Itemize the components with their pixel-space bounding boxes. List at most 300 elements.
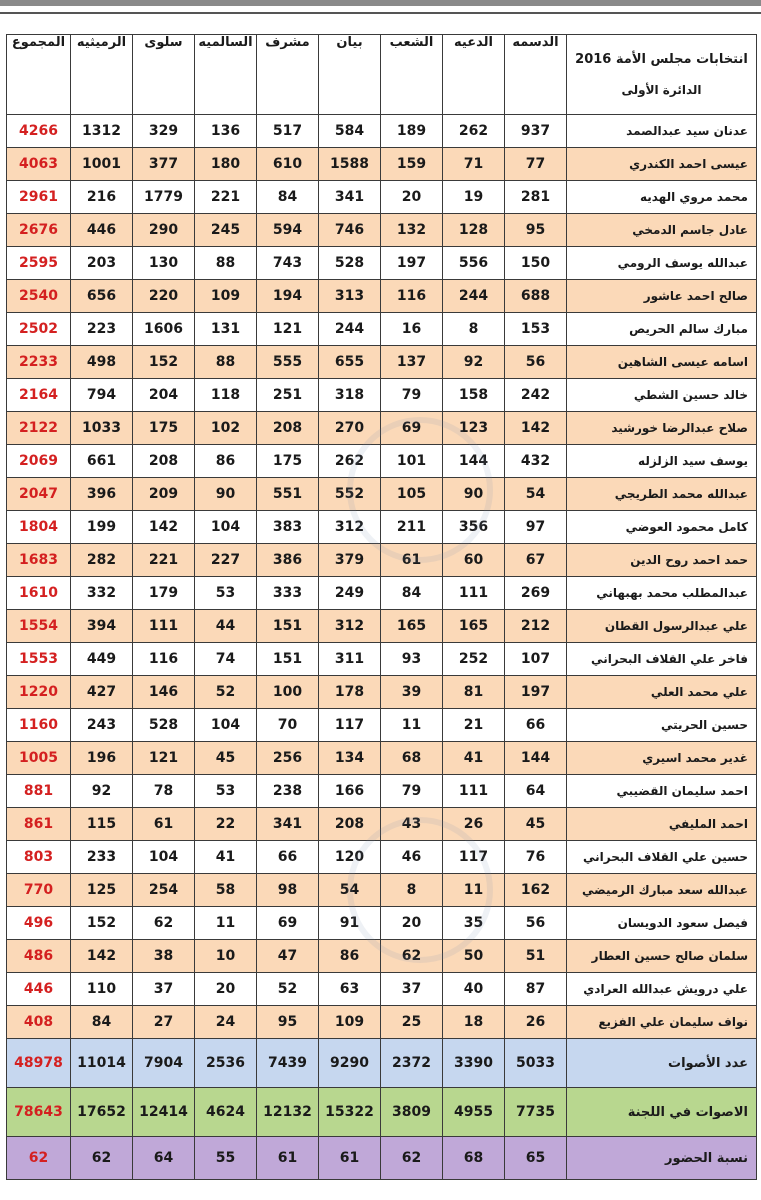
- vote-cell: 290: [133, 214, 195, 247]
- vote-cell: 54: [505, 478, 567, 511]
- vote-cell: 432: [505, 445, 567, 478]
- vote-cell: 51: [505, 940, 567, 973]
- vote-cell: 180: [195, 148, 257, 181]
- summary-total-cell: 78643: [7, 1088, 71, 1137]
- vote-cell: 655: [319, 346, 381, 379]
- summary-cell: 62: [71, 1137, 133, 1180]
- vote-cell: 528: [319, 247, 381, 280]
- table-row: [7, 214, 757, 247]
- total-cell: 1220: [7, 676, 71, 709]
- vote-cell: 159: [381, 148, 443, 181]
- summary-rows: [7, 1039, 757, 1180]
- vote-cell: 446: [71, 214, 133, 247]
- vote-cell: 221: [195, 181, 257, 214]
- vote-cell: 110: [71, 973, 133, 1006]
- candidate-name: صلاح عبدالرضا خورشيد: [567, 412, 757, 445]
- vote-cell: 77: [505, 148, 567, 181]
- candidate-name: مبارك سالم الحريص: [567, 313, 757, 346]
- table-row: [7, 544, 757, 577]
- vote-cell: 27: [133, 1006, 195, 1039]
- vote-cell: 26: [443, 808, 505, 841]
- vote-cell: 937: [505, 115, 567, 148]
- vote-cell: 311: [319, 643, 381, 676]
- candidate-name: حسين علي القلاف البحراني: [567, 841, 757, 874]
- total-cell: 770: [7, 874, 71, 907]
- vote-cell: 312: [319, 511, 381, 544]
- vote-cell: 120: [319, 841, 381, 874]
- vote-cell: 244: [319, 313, 381, 346]
- vote-cell: 35: [443, 907, 505, 940]
- table-row: [7, 1006, 757, 1039]
- vote-cell: 111: [133, 610, 195, 643]
- vote-cell: 70: [257, 709, 319, 742]
- table-row: [7, 445, 757, 478]
- column-header: سلوى: [133, 35, 195, 115]
- total-cell: 1610: [7, 577, 71, 610]
- vote-cell: 341: [319, 181, 381, 214]
- vote-cell: 41: [443, 742, 505, 775]
- summary-cell: 4624: [195, 1088, 257, 1137]
- vote-cell: 199: [71, 511, 133, 544]
- vote-cell: 244: [443, 280, 505, 313]
- vote-cell: 175: [257, 445, 319, 478]
- candidate-name: عبدالمطلب محمد بهبهاني: [567, 577, 757, 610]
- summary-cell: 65: [505, 1137, 567, 1180]
- vote-cell: 252: [443, 643, 505, 676]
- vote-cell: 238: [257, 775, 319, 808]
- candidate-name: صالح احمد عاشور: [567, 280, 757, 313]
- table-row: [7, 676, 757, 709]
- total-cell: 1005: [7, 742, 71, 775]
- vote-cell: 142: [71, 940, 133, 973]
- vote-cell: 54: [319, 874, 381, 907]
- vote-cell: 282: [71, 544, 133, 577]
- vote-cell: 1312: [71, 115, 133, 148]
- vote-cell: 144: [505, 742, 567, 775]
- vote-cell: 221: [133, 544, 195, 577]
- total-cell: 4266: [7, 115, 71, 148]
- vote-cell: 197: [505, 676, 567, 709]
- vote-cell: 53: [195, 775, 257, 808]
- summary-cell: 68: [443, 1137, 505, 1180]
- vote-cell: 556: [443, 247, 505, 280]
- vote-cell: 61: [133, 808, 195, 841]
- summary-cell: 2372: [381, 1039, 443, 1088]
- vote-cell: 117: [443, 841, 505, 874]
- summary-cell: 7735: [505, 1088, 567, 1137]
- top-bar: [0, 0, 761, 6]
- candidate-rows: [7, 115, 757, 1039]
- candidate-name: غدير محمد اسيري: [567, 742, 757, 775]
- vote-cell: 158: [443, 379, 505, 412]
- top-divider: [0, 12, 761, 14]
- vote-cell: 93: [381, 643, 443, 676]
- vote-cell: 37: [133, 973, 195, 1006]
- vote-cell: 50: [443, 940, 505, 973]
- column-header: مشرف: [257, 35, 319, 115]
- vote-cell: 128: [443, 214, 505, 247]
- vote-cell: 20: [195, 973, 257, 1006]
- vote-cell: 79: [381, 379, 443, 412]
- vote-cell: 386: [257, 544, 319, 577]
- vote-cell: 125: [71, 874, 133, 907]
- vote-cell: 63: [319, 973, 381, 1006]
- vote-cell: 383: [257, 511, 319, 544]
- total-cell: 803: [7, 841, 71, 874]
- vote-cell: 227: [195, 544, 257, 577]
- vote-cell: 594: [257, 214, 319, 247]
- vote-cell: 656: [71, 280, 133, 313]
- table-row: [7, 412, 757, 445]
- vote-cell: 84: [257, 181, 319, 214]
- vote-cell: 11: [381, 709, 443, 742]
- vote-cell: 88: [195, 247, 257, 280]
- vote-cell: 175: [133, 412, 195, 445]
- table-row: [7, 742, 757, 775]
- total-cell: 1553: [7, 643, 71, 676]
- vote-cell: 318: [319, 379, 381, 412]
- vote-cell: 262: [319, 445, 381, 478]
- total-cell: 1160: [7, 709, 71, 742]
- total-cell: 2540: [7, 280, 71, 313]
- vote-cell: 203: [71, 247, 133, 280]
- total-cell: 496: [7, 907, 71, 940]
- vote-cell: 39: [381, 676, 443, 709]
- vote-cell: 60: [443, 544, 505, 577]
- vote-cell: 165: [443, 610, 505, 643]
- total-cell: 2164: [7, 379, 71, 412]
- total-cell: 2502: [7, 313, 71, 346]
- vote-cell: 109: [319, 1006, 381, 1039]
- vote-cell: 220: [133, 280, 195, 313]
- candidate-name: عيسى احمد الكندري: [567, 148, 757, 181]
- vote-cell: 43: [381, 808, 443, 841]
- total-cell: 881: [7, 775, 71, 808]
- summary-cell: 61: [257, 1137, 319, 1180]
- vote-cell: 498: [71, 346, 133, 379]
- vote-cell: 69: [257, 907, 319, 940]
- total-cell: 2595: [7, 247, 71, 280]
- vote-cell: 90: [195, 478, 257, 511]
- vote-cell: 427: [71, 676, 133, 709]
- vote-cell: 56: [505, 907, 567, 940]
- table-row: [7, 313, 757, 346]
- total-cell: 2047: [7, 478, 71, 511]
- vote-cell: 111: [443, 775, 505, 808]
- vote-cell: 90: [443, 478, 505, 511]
- vote-cell: 332: [71, 577, 133, 610]
- candidate-name: حمد احمد روح الدين: [567, 544, 757, 577]
- vote-cell: 243: [71, 709, 133, 742]
- vote-cell: 254: [133, 874, 195, 907]
- vote-cell: 91: [319, 907, 381, 940]
- vote-cell: 69: [381, 412, 443, 445]
- vote-cell: 379: [319, 544, 381, 577]
- summary-cell: 4955: [443, 1088, 505, 1137]
- vote-cell: 118: [195, 379, 257, 412]
- vote-cell: 377: [133, 148, 195, 181]
- vote-cell: 216: [71, 181, 133, 214]
- vote-cell: 25: [381, 1006, 443, 1039]
- vote-cell: 104: [195, 511, 257, 544]
- vote-cell: 312: [319, 610, 381, 643]
- vote-cell: 100: [257, 676, 319, 709]
- summary-label: عدد الأصوات: [567, 1039, 757, 1088]
- vote-cell: 40: [443, 973, 505, 1006]
- vote-cell: 38: [133, 940, 195, 973]
- vote-cell: 117: [319, 709, 381, 742]
- vote-cell: 92: [443, 346, 505, 379]
- vote-cell: 86: [195, 445, 257, 478]
- table-row: [7, 874, 757, 907]
- vote-cell: 584: [319, 115, 381, 148]
- total-cell: 2233: [7, 346, 71, 379]
- vote-cell: 153: [505, 313, 567, 346]
- table-row: [7, 775, 757, 808]
- vote-cell: 95: [505, 214, 567, 247]
- summary-cell: 62: [381, 1137, 443, 1180]
- vote-cell: 111: [443, 577, 505, 610]
- vote-cell: 208: [257, 412, 319, 445]
- column-header: الشعب: [381, 35, 443, 115]
- vote-cell: 794: [71, 379, 133, 412]
- vote-cell: 66: [257, 841, 319, 874]
- vote-cell: 152: [71, 907, 133, 940]
- vote-cell: 552: [319, 478, 381, 511]
- summary-row-committee: [7, 1088, 757, 1137]
- summary-cell: 61: [319, 1137, 381, 1180]
- vote-cell: 208: [319, 808, 381, 841]
- total-cell: 2122: [7, 412, 71, 445]
- vote-cell: 249: [319, 577, 381, 610]
- summary-cell: 5033: [505, 1039, 567, 1088]
- table-row: [7, 115, 757, 148]
- vote-cell: 132: [381, 214, 443, 247]
- total-cell: 1804: [7, 511, 71, 544]
- vote-cell: 551: [257, 478, 319, 511]
- table-row: [7, 379, 757, 412]
- vote-cell: 1001: [71, 148, 133, 181]
- vote-cell: 134: [319, 742, 381, 775]
- table-row: [7, 148, 757, 181]
- summary-total-cell: 48978: [7, 1039, 71, 1088]
- table-row: [7, 973, 757, 1006]
- vote-cell: 87: [505, 973, 567, 1006]
- summary-cell: 3390: [443, 1039, 505, 1088]
- vote-cell: 610: [257, 148, 319, 181]
- vote-cell: 1033: [71, 412, 133, 445]
- total-cell: 1683: [7, 544, 71, 577]
- district-label: الدائرة الأولى: [621, 83, 702, 97]
- vote-cell: 104: [195, 709, 257, 742]
- vote-cell: 251: [257, 379, 319, 412]
- vote-cell: 517: [257, 115, 319, 148]
- vote-cell: 105: [381, 478, 443, 511]
- candidate-name: كامل محمود العوضي: [567, 511, 757, 544]
- vote-cell: 76: [505, 841, 567, 874]
- candidate-name: يوسف سيد الزلزله: [567, 445, 757, 478]
- vote-cell: 204: [133, 379, 195, 412]
- table-header-row: [7, 35, 757, 115]
- vote-cell: 144: [443, 445, 505, 478]
- candidate-name: علي عبدالرسول القطان: [567, 610, 757, 643]
- summary-cell: 17652: [71, 1088, 133, 1137]
- vote-cell: 21: [443, 709, 505, 742]
- summary-cell: 12132: [257, 1088, 319, 1137]
- vote-cell: 61: [381, 544, 443, 577]
- vote-cell: 52: [257, 973, 319, 1006]
- vote-cell: 45: [195, 742, 257, 775]
- candidate-name: فيصل سعود الدويسان: [567, 907, 757, 940]
- vote-cell: 208: [133, 445, 195, 478]
- candidate-name: محمد مروي الهديه: [567, 181, 757, 214]
- vote-cell: 746: [319, 214, 381, 247]
- vote-cell: 333: [257, 577, 319, 610]
- vote-cell: 11: [195, 907, 257, 940]
- vote-cell: 53: [195, 577, 257, 610]
- vote-cell: 116: [133, 643, 195, 676]
- vote-cell: 262: [443, 115, 505, 148]
- vote-cell: 661: [71, 445, 133, 478]
- candidate-name: عبدالله يوسف الرومي: [567, 247, 757, 280]
- candidate-name: اسامه عيسى الشاهين: [567, 346, 757, 379]
- summary-cell: 15322: [319, 1088, 381, 1137]
- total-cell: 2676: [7, 214, 71, 247]
- vote-cell: 102: [195, 412, 257, 445]
- summary-cell: 3809: [381, 1088, 443, 1137]
- total-cell: 446: [7, 973, 71, 1006]
- total-column-header: المجموع: [7, 35, 71, 115]
- vote-cell: 194: [257, 280, 319, 313]
- vote-cell: 46: [381, 841, 443, 874]
- vote-cell: 109: [195, 280, 257, 313]
- vote-cell: 115: [71, 808, 133, 841]
- column-header: السالميه: [195, 35, 257, 115]
- total-cell: 486: [7, 940, 71, 973]
- vote-cell: 233: [71, 841, 133, 874]
- table-row: [7, 610, 757, 643]
- vote-cell: 1588: [319, 148, 381, 181]
- vote-cell: 10: [195, 940, 257, 973]
- vote-cell: 189: [381, 115, 443, 148]
- summary-label: نسبة الحضور: [567, 1137, 757, 1180]
- election-results-table: [6, 34, 757, 1180]
- vote-cell: 86: [319, 940, 381, 973]
- vote-cell: 41: [195, 841, 257, 874]
- vote-cell: 74: [195, 643, 257, 676]
- candidate-name: احمد المليفي: [567, 808, 757, 841]
- table-row: [7, 181, 757, 214]
- vote-cell: 394: [71, 610, 133, 643]
- summary-cell: 7904: [133, 1039, 195, 1088]
- vote-cell: 151: [257, 610, 319, 643]
- vote-cell: 211: [381, 511, 443, 544]
- vote-cell: 270: [319, 412, 381, 445]
- summary-row-votes: [7, 1039, 757, 1088]
- table-title: انتخابات مجلس الأمة 2016: [575, 52, 748, 67]
- candidate-name: عبدالله محمد الطريجي: [567, 478, 757, 511]
- summary-cell: 2536: [195, 1039, 257, 1088]
- candidate-name: خالد حسين الشطي: [567, 379, 757, 412]
- vote-cell: 555: [257, 346, 319, 379]
- vote-cell: 20: [381, 181, 443, 214]
- vote-cell: 107: [505, 643, 567, 676]
- vote-cell: 256: [257, 742, 319, 775]
- vote-cell: 166: [319, 775, 381, 808]
- vote-cell: 223: [71, 313, 133, 346]
- table-row: [7, 346, 757, 379]
- vote-cell: 130: [133, 247, 195, 280]
- table-row: [7, 907, 757, 940]
- candidate-name: فاخر علي القلاف البحراني: [567, 643, 757, 676]
- column-header: الدعيه: [443, 35, 505, 115]
- candidate-name: عادل جاسم الدمخي: [567, 214, 757, 247]
- vote-cell: 150: [505, 247, 567, 280]
- total-cell: 1554: [7, 610, 71, 643]
- candidate-name: احمد سليمان القضيبي: [567, 775, 757, 808]
- summary-total-cell: 62: [7, 1137, 71, 1180]
- candidate-name: عبدالله سعد مبارك الرميضي: [567, 874, 757, 907]
- summary-cell: 12414: [133, 1088, 195, 1137]
- vote-cell: 245: [195, 214, 257, 247]
- vote-cell: 8: [443, 313, 505, 346]
- column-header: الدسمه: [505, 35, 567, 115]
- vote-cell: 92: [71, 775, 133, 808]
- candidate-name: عدنان سيد عبدالصمد: [567, 115, 757, 148]
- vote-cell: 101: [381, 445, 443, 478]
- summary-cell: 7439: [257, 1039, 319, 1088]
- vote-cell: 212: [505, 610, 567, 643]
- total-cell: 861: [7, 808, 71, 841]
- table-row: [7, 247, 757, 280]
- vote-cell: 179: [133, 577, 195, 610]
- candidate-name: سلمان صالح حسين العطار: [567, 940, 757, 973]
- vote-cell: 44: [195, 610, 257, 643]
- vote-cell: 58: [195, 874, 257, 907]
- vote-cell: 396: [71, 478, 133, 511]
- vote-cell: 178: [319, 676, 381, 709]
- total-cell: 2961: [7, 181, 71, 214]
- vote-cell: 121: [133, 742, 195, 775]
- vote-cell: 18: [443, 1006, 505, 1039]
- table-title-cell: [567, 35, 757, 115]
- vote-cell: 137: [381, 346, 443, 379]
- vote-cell: 64: [505, 775, 567, 808]
- vote-cell: 197: [381, 247, 443, 280]
- vote-cell: 1606: [133, 313, 195, 346]
- vote-cell: 22: [195, 808, 257, 841]
- column-header: الرميثيه: [71, 35, 133, 115]
- vote-cell: 356: [443, 511, 505, 544]
- summary-cell: 55: [195, 1137, 257, 1180]
- total-cell: 408: [7, 1006, 71, 1039]
- vote-cell: 62: [133, 907, 195, 940]
- vote-cell: 123: [443, 412, 505, 445]
- vote-cell: 20: [381, 907, 443, 940]
- vote-cell: 88: [195, 346, 257, 379]
- summary-cell: 11014: [71, 1039, 133, 1088]
- vote-cell: 142: [133, 511, 195, 544]
- vote-cell: 1779: [133, 181, 195, 214]
- vote-cell: 341: [257, 808, 319, 841]
- vote-cell: 165: [381, 610, 443, 643]
- total-cell: 4063: [7, 148, 71, 181]
- vote-cell: 98: [257, 874, 319, 907]
- candidate-name: علي محمد العلي: [567, 676, 757, 709]
- vote-cell: 71: [443, 148, 505, 181]
- table-row: [7, 643, 757, 676]
- table-row: [7, 511, 757, 544]
